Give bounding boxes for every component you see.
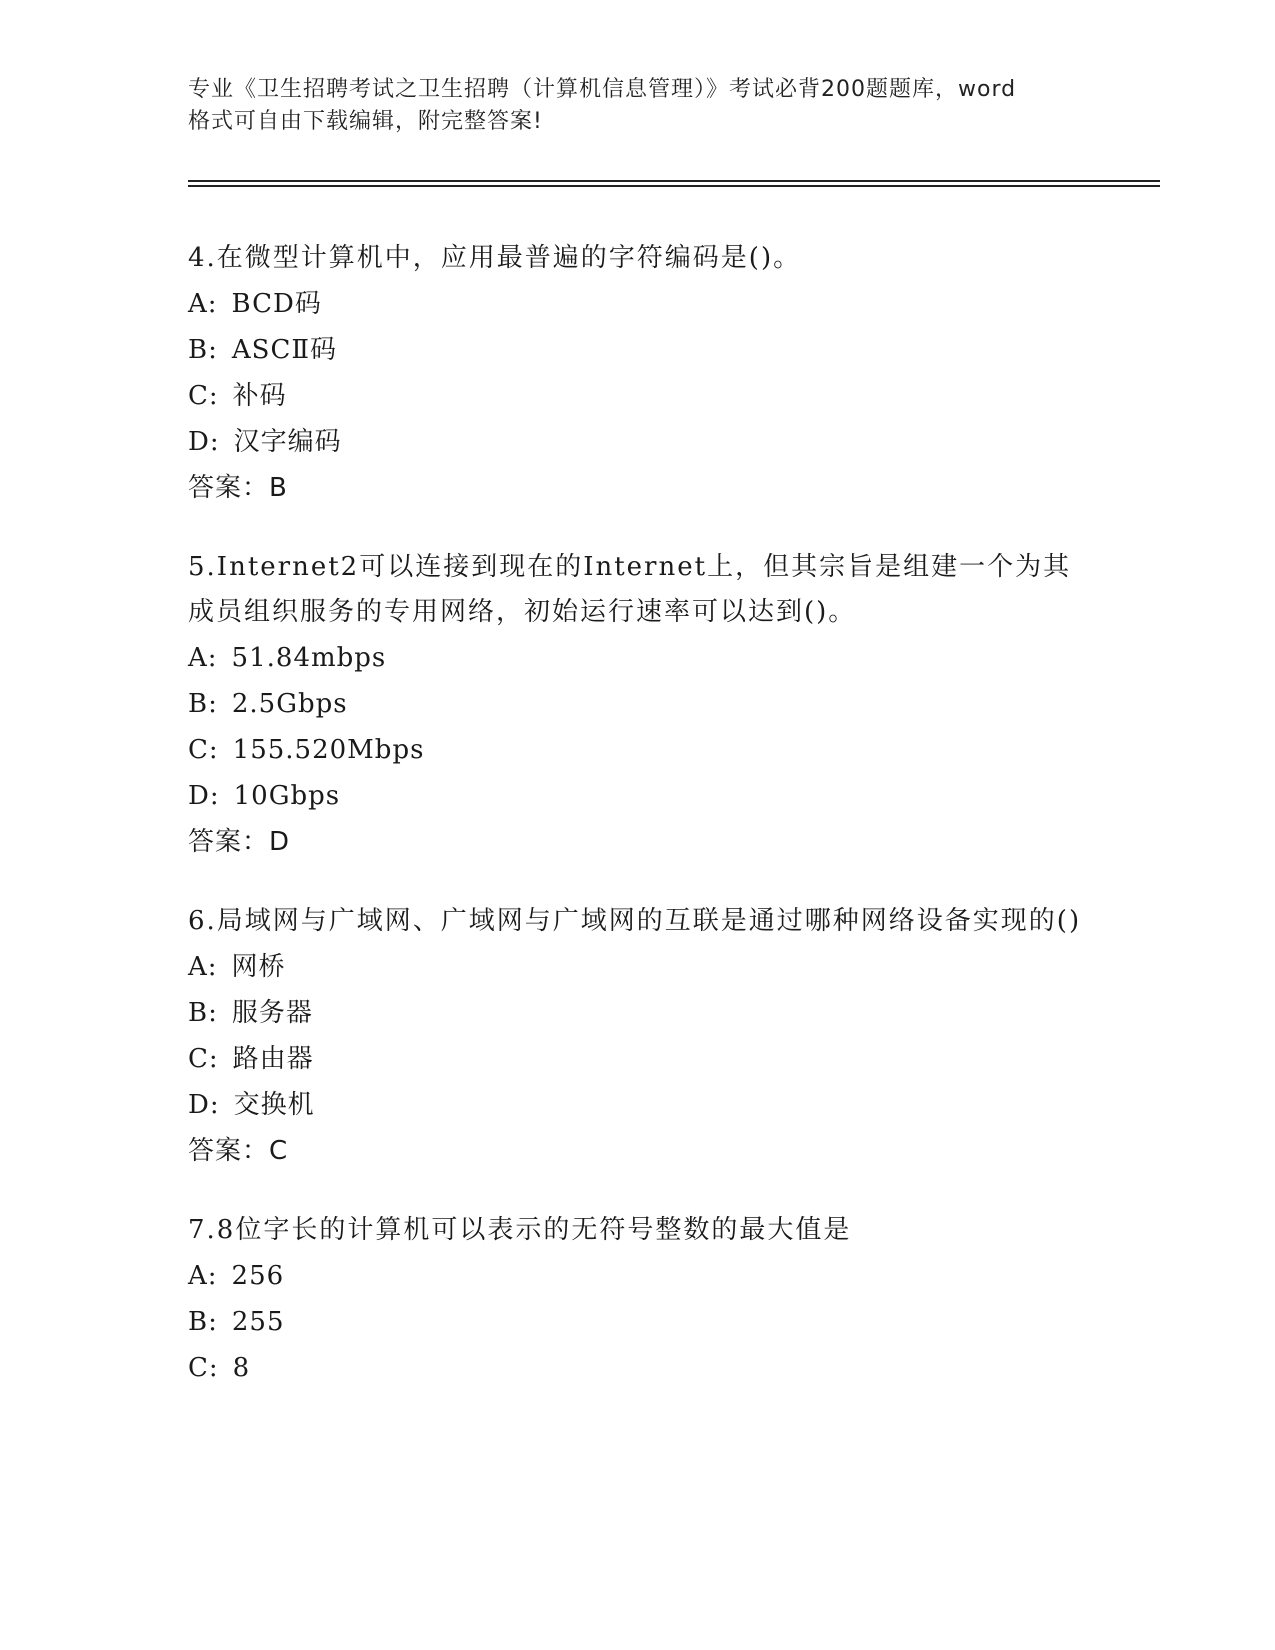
- option-text: 补码: [232, 381, 287, 411]
- option-key: C:: [188, 1353, 219, 1383]
- question-stem: 6.局域网与广域网、广域网与广域网的互联是通过哪种网络设备实现的(): [188, 906, 1082, 936]
- option-c: [188, 373, 1088, 419]
- question-4: [188, 236, 1088, 511]
- header-line-2: 格式可自由下载编辑，附完整答案!: [188, 109, 543, 134]
- option-key: D:: [188, 427, 220, 457]
- option-b: [188, 1299, 1088, 1345]
- question-list: [188, 236, 1088, 1425]
- option-key: C:: [188, 735, 219, 765]
- document-header: [188, 74, 1088, 138]
- option-text: 路由器: [232, 1044, 314, 1074]
- option-text: 服务器: [231, 998, 313, 1028]
- option-text: 155.520Mbps: [232, 735, 425, 765]
- option-key: A:: [188, 952, 218, 982]
- option-key: B:: [188, 998, 218, 1028]
- question-5: [188, 545, 1088, 865]
- option-key: C:: [188, 1044, 219, 1074]
- option-key: D:: [188, 1090, 220, 1120]
- question-stem: 7.8位字长的计算机可以表示的无符号整数的最大值是: [188, 1215, 852, 1245]
- option-key: B:: [188, 335, 218, 365]
- option-c: [188, 1036, 1088, 1082]
- option-text: 交换机: [233, 1090, 315, 1120]
- option-d: [188, 773, 1088, 819]
- option-b: [188, 327, 1088, 373]
- option-b: [188, 990, 1088, 1036]
- option-text: 51.84mbps: [231, 643, 387, 673]
- option-text: 255: [231, 1307, 285, 1337]
- option-text: 2.5Gbps: [231, 689, 348, 719]
- option-text: 汉字编码: [233, 427, 342, 457]
- option-text: 256: [231, 1261, 285, 1291]
- option-c: [188, 1345, 1088, 1391]
- option-a: [188, 944, 1088, 990]
- question-stem: 4.在微型计算机中，应用最普遍的字符编码是()。: [188, 243, 802, 273]
- option-key: B:: [188, 689, 218, 719]
- option-d: [188, 419, 1088, 465]
- option-a: [188, 635, 1088, 681]
- answer-label: 答案：B: [188, 473, 288, 503]
- option-d: [188, 1082, 1088, 1128]
- header-divider-top: [188, 180, 1160, 182]
- answer-label: 答案：C: [188, 1136, 289, 1166]
- question-6: [188, 899, 1088, 1174]
- answer-label: 答案：D: [188, 827, 291, 857]
- option-c: [188, 727, 1088, 773]
- option-key: C:: [188, 381, 219, 411]
- option-a: [188, 1253, 1088, 1299]
- option-text: BCD码: [231, 289, 322, 319]
- question-stem: 5.Internet2可以连接到现在的Internet上，但其宗旨是组建一个为其成员组织服务的专用网络，初始运行速率可以达到()。: [188, 552, 1072, 627]
- option-key: A:: [188, 1261, 218, 1291]
- question-7: [188, 1208, 1088, 1391]
- option-text: 10Gbps: [233, 781, 341, 811]
- option-text: ASCⅡ码: [231, 335, 338, 365]
- option-text: 8: [232, 1353, 251, 1383]
- option-key: D:: [188, 781, 220, 811]
- option-a: [188, 281, 1088, 327]
- option-key: B:: [188, 1307, 218, 1337]
- header-line-1: 专业《卫生招聘考试之卫生招聘（计算机信息管理）》考试必背200题题库，word: [188, 77, 1017, 102]
- option-key: A:: [188, 643, 218, 673]
- option-key: A:: [188, 289, 218, 319]
- option-b: [188, 681, 1088, 727]
- option-text: 网桥: [231, 952, 286, 982]
- header-divider-bottom: [188, 185, 1160, 187]
